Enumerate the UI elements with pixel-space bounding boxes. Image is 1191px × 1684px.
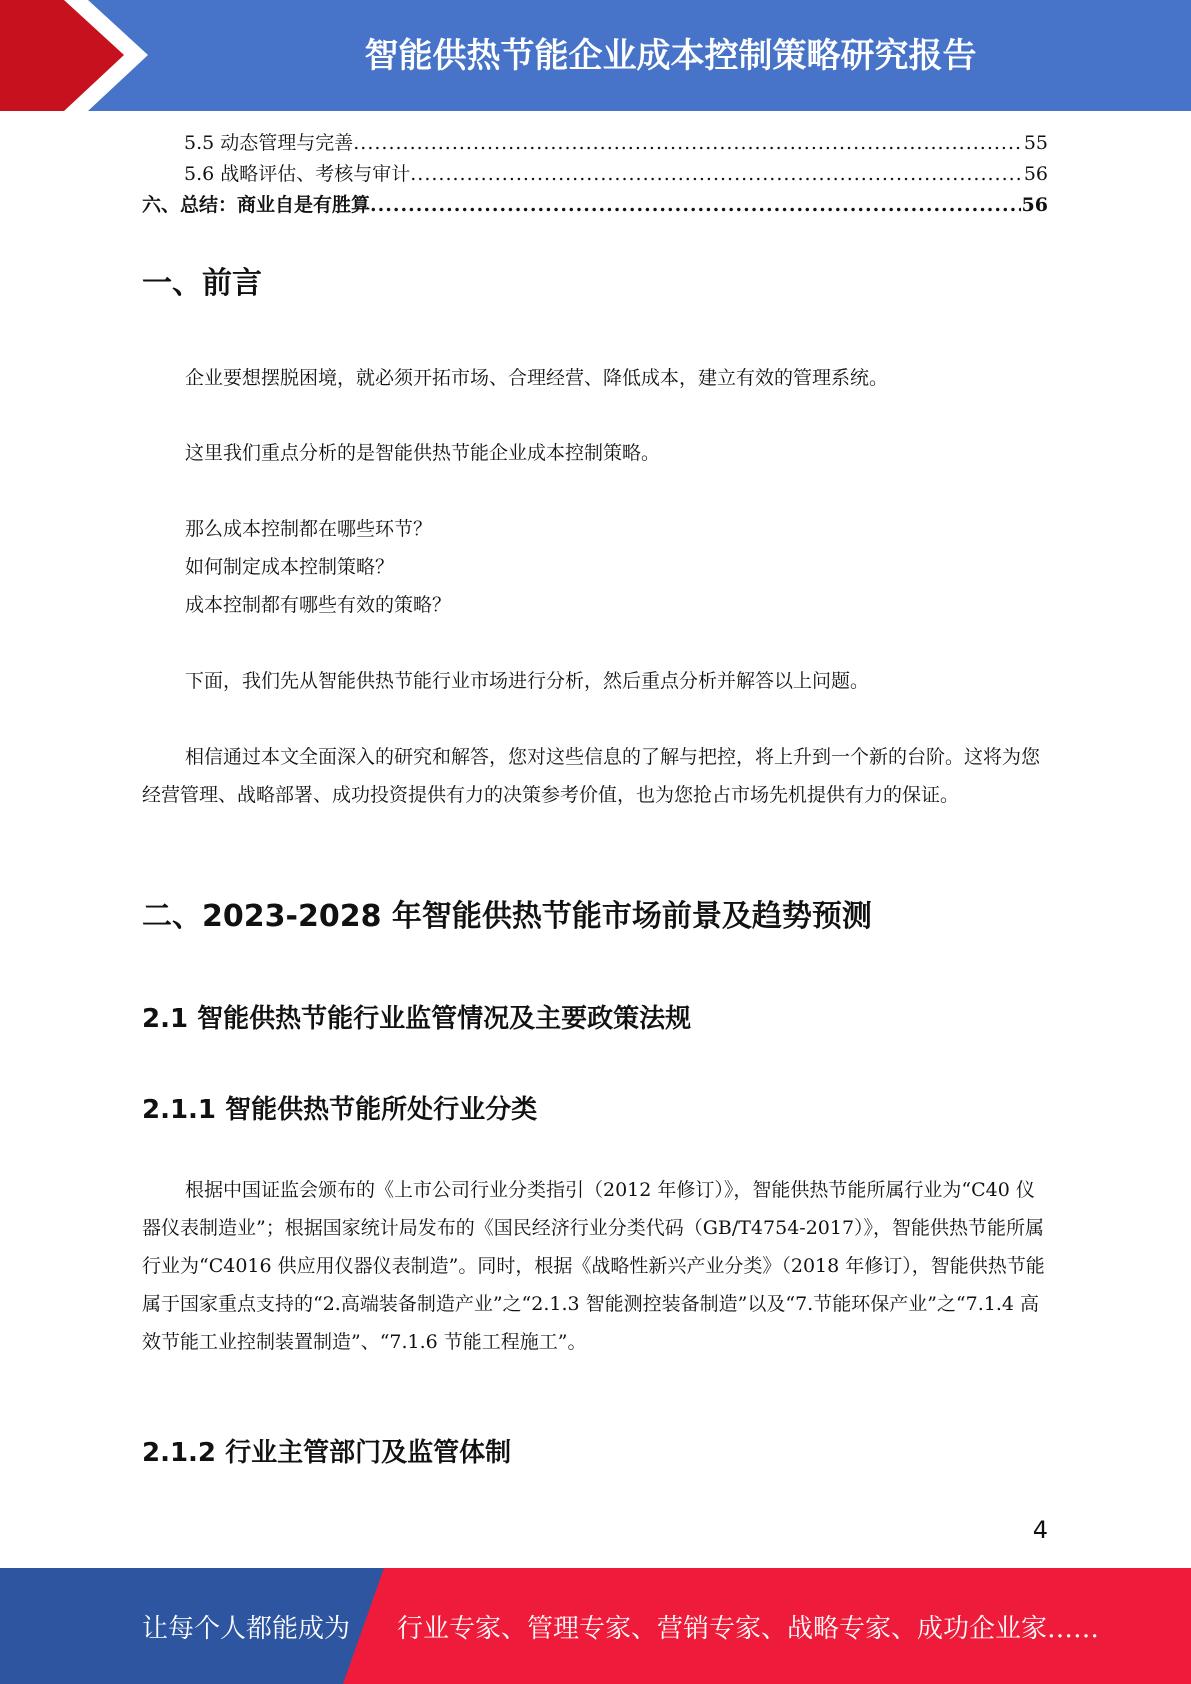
toc-leader-dots <box>353 128 1023 159</box>
page-number: 4 <box>1032 1516 1048 1544</box>
toc-entry[interactable] <box>142 159 1048 190</box>
preface-paragraph: 企业要想摆脱困境，就必须开拓市场、合理经营、降低成本，建立有效的管理系统。 <box>185 367 889 389</box>
report-title: 智能供热节能企业成本控制策略研究报告 <box>364 35 977 76</box>
toc-entry-page: 56 <box>1023 163 1048 185</box>
section-2-1-heading: 2.1 智能供热节能行业监管情况及主要政策法规 <box>142 1004 692 1034</box>
preface-paragraph: 下面，我们先从智能供热节能行业市场进行分析，然后重点分析并解答以上问题。 <box>185 670 870 692</box>
industry-classification-paragraph: 根据中国证监会颁布的《上市公司行业分类指引（2012 年修订）》，智能供热节能所属行业为“C40 仪器仪表制造业”；根据国家统计局发布的《国民经济行业分类代码（GB/T4754-2017）》，智能供热节能所属行业为“C4016 供应用仪器仪表制造”。同时，根据《战略性新兴产业分类》（2018 年修订），智能供热节能属于国家重点支持的“2.高端装备制造产业”之“2.1.3 智能测控装备制造”以及“7.节能环保产业”之“7.1.4 高效节能工业控制装置制造”、“7.1.6 节能工程施工”。 <box>142 1179 1045 1353</box>
section-2-1-1-heading: 2.1.1 智能供热节能所处行业分类 <box>142 1095 538 1125</box>
question-line: 那么成本控制都在哪些环节？ <box>185 518 433 540</box>
section-2-1-2-heading: 2.1.2 行业主管部门及监管体制 <box>142 1438 512 1468</box>
toc-leader-dots <box>370 190 1021 221</box>
footer-slogan-right: 行业专家、管理专家、营销专家、战略专家、成功企业家…… <box>397 1613 1100 1644</box>
page-header <box>0 0 1191 111</box>
table-of-contents <box>142 128 1048 221</box>
toc-entry[interactable] <box>142 190 1048 221</box>
toc-entry-page: 55 <box>1023 132 1048 154</box>
page-footer <box>0 1568 1191 1684</box>
toc-entry-label: 5.6 战略评估、考核与审计 <box>184 163 411 185</box>
footer-slogan-left: 让每个人都能成为 <box>142 1613 351 1644</box>
question-line: 成本控制都有哪些有效的策略？ <box>185 594 452 616</box>
toc-entry-label: 六、总结：商业自是有胜算 <box>142 194 371 216</box>
toc-entry-page: 56 <box>1021 194 1048 216</box>
preface-paragraph: 相信通过本文全面深入的研究和解答，您对这些信息的了解与把控，将上升到一个新的台阶。这将为您经营管理、战略部署、成功投资提供有力的决策参考价值，也为您抢占市场先机提供有力的保证。 <box>142 746 1041 806</box>
preface-paragraph: 这里我们重点分析的是智能供热节能企业成本控制策略。 <box>185 442 661 464</box>
preface-heading: 一、前言 <box>142 266 262 301</box>
toc-leader-dots <box>410 159 1023 190</box>
toc-entry[interactable] <box>142 128 1048 159</box>
question-line: 如何制定成本控制策略？ <box>185 556 395 578</box>
chapter-2-heading: 二、2023-2028 年智能供热节能市场前景及趋势预测 <box>142 899 872 934</box>
toc-entry-label: 5.5 动态管理与完善 <box>184 132 354 154</box>
